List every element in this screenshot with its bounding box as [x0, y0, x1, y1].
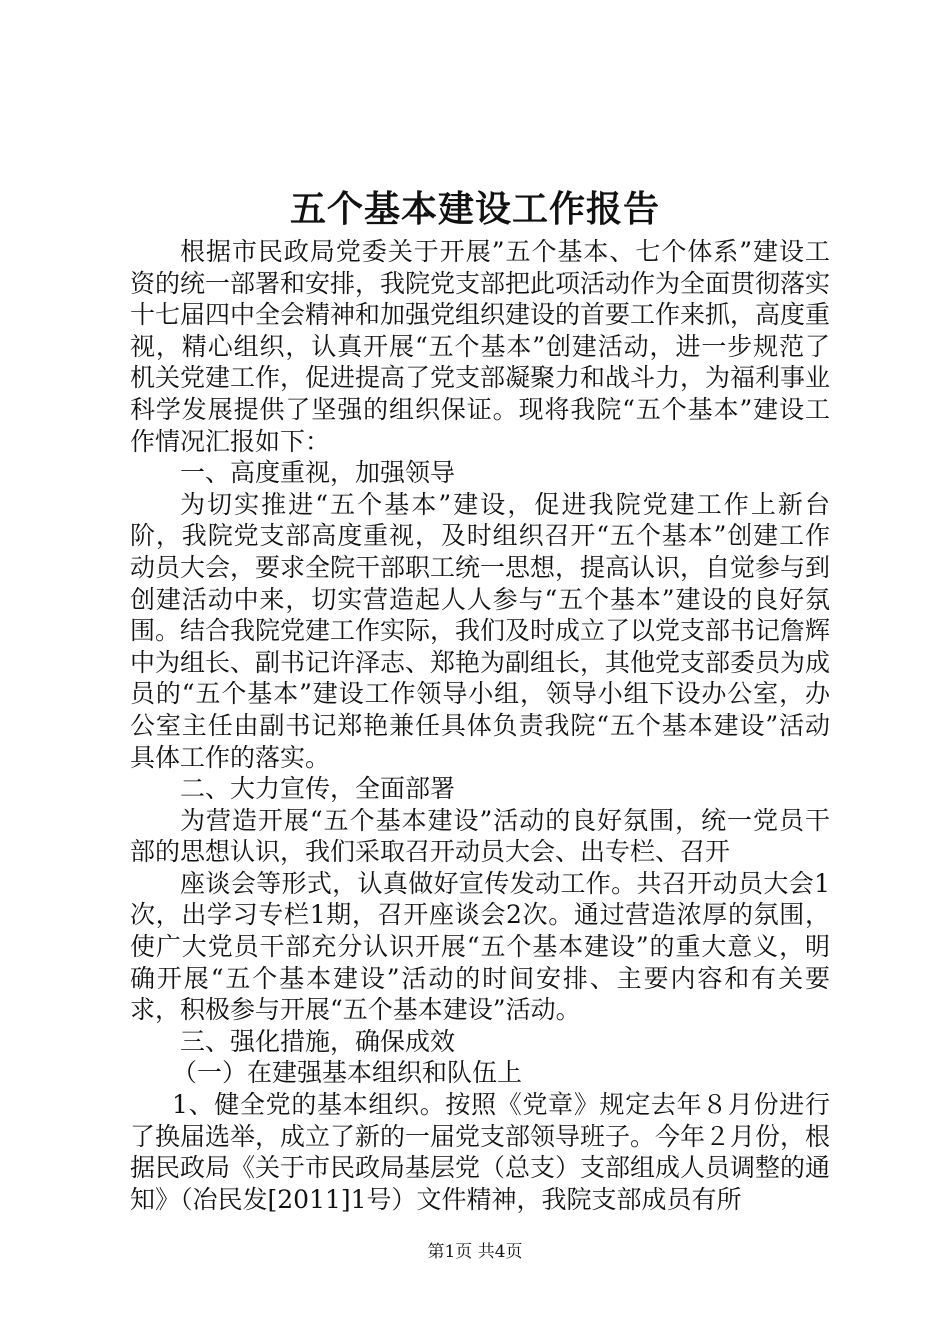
- section-heading-1: 一、高度重视，加强领导: [180, 458, 456, 488]
- section-heading-3: 三、强化措施，确保成效: [180, 1026, 456, 1056]
- page-footer: 第1页 共4页: [427, 1242, 523, 1262]
- subsection-heading-1: （一）在建强基本组织和队伍上: [172, 1058, 523, 1088]
- paragraph-intro: 根据市民政局党委关于开展”五个基本、七个体系”建设工资的统一部署和安排，我院党支部把此项活动作为全面贯彻落实十七届四中全会精神和加强党组织建设的首要工作来抓，高度重视，精心组织，认真开展“五个基本”创建活动，进一步规范了机关党建工作，促进提高了党支部凝聚力和战斗力，为福利事业科学发展提供了坚强的组织保证。现将我院“五个基本”建设工作情况汇报如下：: [130, 237, 831, 456]
- paragraph-section-2a: 为营造开展“五个基本建设”活动的良好氛围，统一党员干部的思想认识，我们采取召开动员大会、出专栏、召开: [130, 805, 830, 867]
- section-heading-2: 二、大力宣传，全面部署: [180, 774, 456, 804]
- paragraph-section-2b: 座谈会等形式，认真做好宣传发动工作。共召开动员大会1次，出学习专栏1期，召开座谈会2次。通过营造浓厚的氛围，使广大党员干部充分认识开展“五个基本建设”的重大意义，明确开展“五个基本建设”活动的时间安排、主要内容和有关要求，积极参与开展“五个基本建设”活动。: [130, 868, 830, 1025]
- paragraph-section-1: 为切实推进“五个基本”建设，促进我院党建工作上新台阶，我院党支部高度重视，及时组织召开“五个基本”创建工作动员大会，要求全院干部职工统一思想，提高认识，自觉参与到创建活动中来，切实营造起人人参与“五个基本”建设的良好氛围。结合我院党建工作实际，我们及时成立了以党支部书记詹辉中为组长、副书记许泽志、郑艳为副组长，其他党支部委员为成员的“五个基本”建设工作领导小组，领导小组下设办公室，办公室主任由副书记郑艳兼任具体负责我院“五个基本建设”活动具体工作的落实。: [130, 489, 831, 772]
- paragraph-item-1: 1、健全党的基本组织。按照《党章》规定去年８月份进行了换届选举，成立了新的一届党支部领导班子。今年２月份，根据民政局《关于市民政局基层党（总支）支部组成人员调整的通知》（冶民发[2011]1号）文件精神，我院支部成员有所: [130, 1090, 831, 1214]
- document-body: [130, 236, 830, 1215]
- document-title: 五个基本建设工作报告: [289, 188, 660, 230]
